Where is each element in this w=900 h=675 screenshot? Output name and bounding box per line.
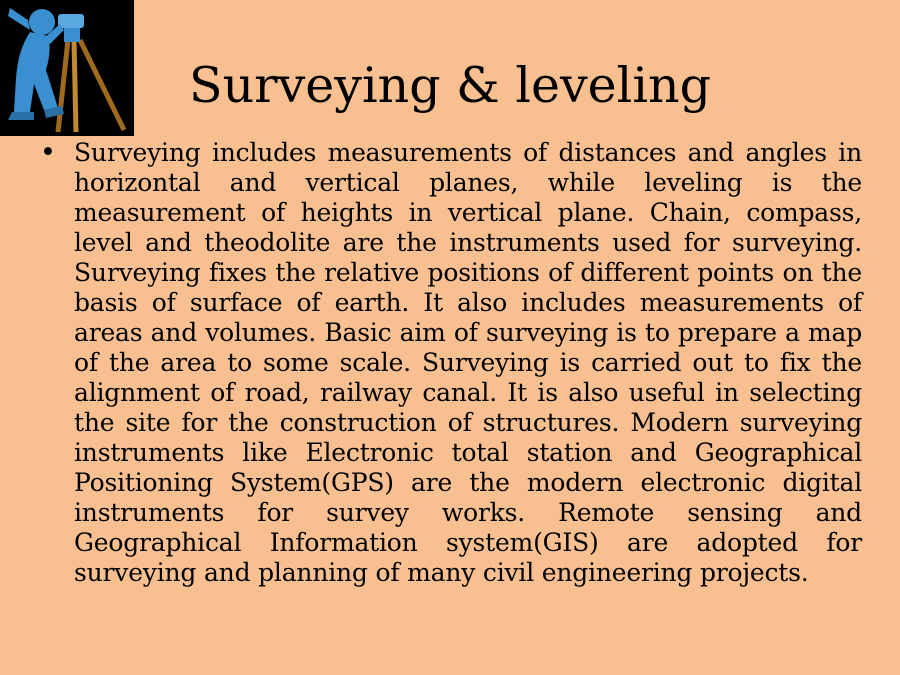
body-paragraph: Surveying includes measurements of distances and angles in horizontal and vertical planes, while leveling is the measurement of heights in vertical plane. Chain, compass, level and theodolite are the instruments used for surveying. Surveying fixes the relative positions of different points on the basis of surface of earth. It also includes measurements of areas and volumes. Basic aim of surveying is to prepare a map of the area to some scale. Surveying is carried out to fix the alignment of road, railway canal. It is also useful in selecting the site for the construction of structures. Modern surveying instruments like Electronic total station and Geographical Positioning System(GPS) are the modern electronic digital instruments for survey works. Remote sensing and Geographical Information system(GIS) are adopted for surveying and planning of many civil engineering projects. [74,138,862,587]
slide-title: Surveying & leveling [189,57,711,114]
bullet-marker: • [40,137,56,168]
bullet-item [40,138,862,588]
slide-body [40,138,862,588]
